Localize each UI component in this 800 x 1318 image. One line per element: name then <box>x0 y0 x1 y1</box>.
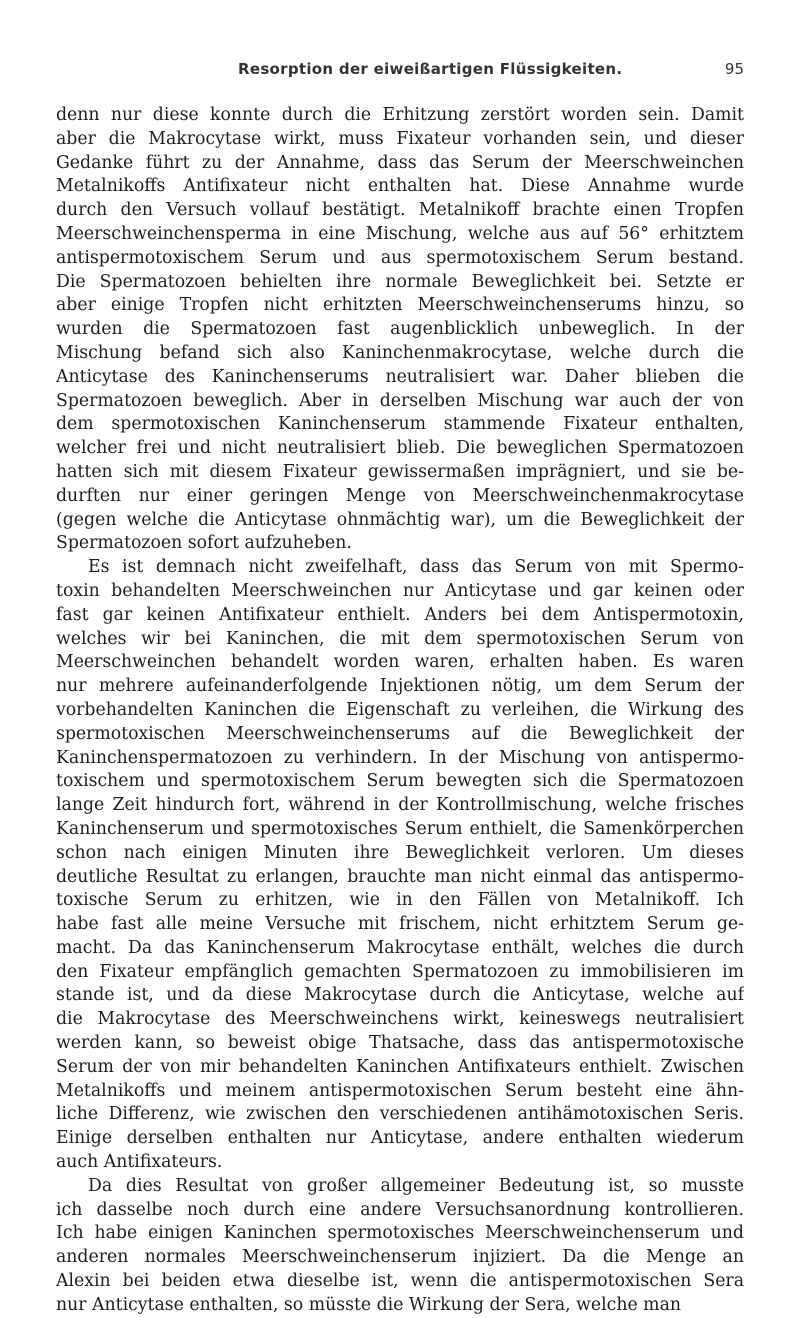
text-line: Meerschweinchen behandelt worden waren, erhalten haben. Es waren <box>56 652 744 673</box>
text-line: macht. Da das Kaninchenserum Makrocytase enthält, welches die durch <box>56 937 744 958</box>
text-line: Spermatozoen sofort aufzuheben. <box>56 533 352 554</box>
text-line: die Makrocytase des Meerschweinchens wirkt, keineswegs neutralisiert <box>56 1009 744 1030</box>
text-line: Die Spermatozoen behielten ihre normale Beweglichkeit bei. Setzte er <box>56 271 744 292</box>
text-line: Anticytase des Kaninchenserums neutralisiert war. Daher blieben die <box>56 366 744 387</box>
text-line: werden kann, so beweist obige Thatsache, dass das antispermotoxische <box>56 1033 744 1054</box>
text-line: Einige derselben enthalten nur Anticytase, andere enthalten wiederum <box>56 1128 744 1149</box>
text-line: aber die Makrocytase wirkt, muss Fixateur vorhanden sein, und dieser <box>56 128 744 149</box>
text-line: toxische Serum zu erhitzen, wie in den Fällen von Metalnikoff. Ich <box>56 890 744 911</box>
text-line: wurden die Spermatozoen fast augenblicklich unbeweglich. In der <box>56 319 744 340</box>
text-line: Metalnikoffs und meinem antispermotoxischen Serum besteht eine ähn- <box>56 1080 744 1101</box>
text-line: antispermotoxischem Serum und aus spermotoxischem Serum bestand. <box>56 247 744 268</box>
text-line: nur Anticytase enthalten, so müsste die Wirkung der Sera, welche man <box>56 1294 682 1315</box>
text-line: Serum der von mir behandelten Kaninchen Antifixateurs enthielt. Zwischen <box>56 1056 744 1077</box>
body-text <box>56 104 744 1318</box>
text-line: stande ist, und da diese Makrocytase durch die Anticytase, welche auf <box>56 985 744 1006</box>
text-line: nur mehrere aufeinanderfolgende Injektionen nötig, um dem Serum der <box>56 676 744 697</box>
text-line: auch Antifixateurs. <box>56 1152 223 1173</box>
text-line: Es ist demnach nicht zweifelhaft, dass das Serum von mit Spermo- <box>88 557 744 578</box>
text-line: Meerschweinchensperma in eine Mischung, welche aus auf 56° erhitztem <box>56 223 744 244</box>
text-line: anderen normales Meerschweinchenserum injiziert. Da die Menge an <box>56 1247 744 1268</box>
text-line: toxin behandelten Meerschweinchen nur Anticytase und gar keinen oder <box>56 580 744 601</box>
text-line: Spermatozoen beweglich. Aber in derselben Mischung war auch der von <box>56 390 744 411</box>
running-head <box>0 60 800 84</box>
text-line: (gegen welche die Anticytase ohnmächtig war), um die Beweglichkeit der <box>56 509 744 530</box>
text-line: dem spermotoxischen Kaninchenserum stammende Fixateur enthalten, <box>56 414 744 435</box>
text-line: vorbehandelten Kaninchen die Eigenschaft zu verleihen, die Wirkung des <box>56 699 744 720</box>
text-line: Metalnikoffs Antifixateur nicht enthalten hat. Diese Annahme wurde <box>56 176 744 197</box>
text-line: deutliche Resultat zu erlangen, brauchte man nicht einmal das antispermo- <box>56 866 744 887</box>
text-line: schon nach einigen Minuten ihre Beweglichkeit verloren. Um dieses <box>56 842 744 863</box>
text-line: durch den Versuch vollauf bestätigt. Metalnikoff brachte einen Tropfen <box>56 200 744 221</box>
text-line: fast gar keinen Antifixateur enthielt. Anders bei dem Antispermotoxin, <box>56 604 744 625</box>
text-line: welches wir bei Kaninchen, die mit dem spermotoxischen Serum von <box>56 628 744 649</box>
text-line: Kaninchenserum und spermotoxisches Serum enthielt, die Samenkörperchen <box>56 818 744 839</box>
text-line: toxischem und spermotoxischem Serum bewegten sich die Spermatozoen <box>56 771 744 792</box>
running-title: Resorption der eiweißartigen Flüssigkeiten. <box>238 60 623 78</box>
text-line: liche Differenz, wie zwischen den verschiedenen antihämotoxischen Seris. <box>56 1104 744 1125</box>
text-line: aber einige Tropfen nicht erhitzten Meerschweinchenserums hinzu, so <box>56 295 744 316</box>
text-line: hatten sich mit diesem Fixateur gewissermaßen imprägniert, und sie be- <box>56 461 744 482</box>
text-line: Da dies Resultat von großer allgemeiner Bedeutung ist, so musste <box>88 1175 744 1196</box>
text-line: Gedanke führt zu der Annahme, dass das Serum der Meerschweinchen <box>56 152 744 173</box>
text-line: Ich habe einigen Kaninchen spermotoxisches Meerschweinchenserum und <box>56 1223 744 1244</box>
text-line: ich dasselbe noch durch eine andere Versuchsanordnung kontrollieren. <box>56 1199 744 1220</box>
text-line: Mischung befand sich also Kaninchenmakrocytase, welche durch die <box>56 342 744 363</box>
text-line: Alexin bei beiden etwa dieselbe ist, wenn die antispermotoxischen Sera <box>56 1271 744 1292</box>
text-line: spermotoxischen Meerschweinchenserums auf die Beweglichkeit der <box>56 723 744 744</box>
text-line: denn nur diese konnte durch die Erhitzung zerstört worden sein. Damit <box>56 105 744 125</box>
text-line: durften nur einer geringen Menge von Meerschweinchenmakrocytase <box>56 485 744 506</box>
page-number: 95 <box>724 60 744 78</box>
text-line: den Fixateur empfänglich gemachten Spermatozoen zu immobilisieren im <box>56 961 744 982</box>
text-line: welcher frei und nicht neutralisiert blieb. Die beweglichen Spermatozoen <box>56 438 744 459</box>
text-line: habe fast alle meine Versuche mit frischem, nicht erhitztem Serum ge- <box>56 914 744 935</box>
text-line: lange Zeit hindurch fort, während in der Kontrollmischung, welche frisches <box>56 795 744 816</box>
text-line: Kaninchenspermatozoen zu verhindern. In der Mischung von antispermo- <box>56 747 744 768</box>
